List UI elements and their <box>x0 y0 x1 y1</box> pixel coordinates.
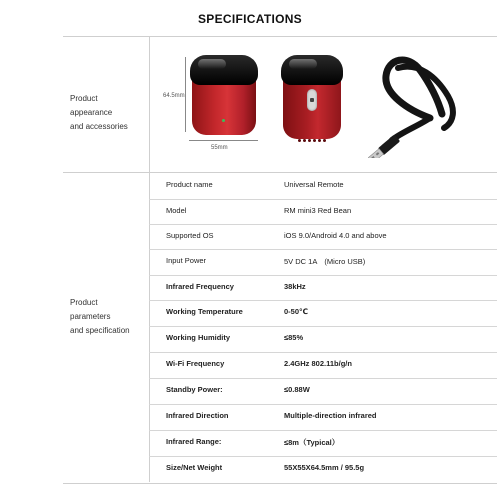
width-dimension-line <box>189 140 258 141</box>
spec-value: ≤8m（Typical） <box>284 438 340 447</box>
spec-value: 55X55X64.5mm / 95.5g <box>284 463 365 472</box>
spec-row-infrared-frequency <box>149 275 497 300</box>
spec-key: Input Power <box>166 256 207 265</box>
device-cap <box>190 55 258 85</box>
micro-usb-port <box>307 89 317 111</box>
spec-row-infrared-direction <box>149 404 497 429</box>
device-side-image <box>281 55 343 141</box>
spec-row-standby-power <box>149 378 497 403</box>
spec-key: Size/Net Weight <box>166 463 223 472</box>
spec-value: 0-50℃ <box>284 307 309 316</box>
spec-key: Working Humidity <box>166 333 231 342</box>
spec-value: iOS 9.0/Android 4.0 and above <box>284 231 387 240</box>
vent-holes <box>297 129 327 147</box>
spec-row-working-temperature <box>149 300 497 325</box>
spec-key: Infrared Frequency <box>166 282 234 291</box>
spec-value: 38kHz <box>284 282 306 291</box>
parameters-label-line: parameters <box>70 312 111 321</box>
spec-row-product-name <box>149 173 497 198</box>
appearance-label-line: Product <box>70 94 98 103</box>
spec-key: Infrared Range: <box>166 437 222 446</box>
device-body <box>283 77 341 139</box>
spec-row-working-humidity <box>149 326 497 351</box>
status-led <box>222 119 225 122</box>
parameters-label-line: Product <box>70 298 98 307</box>
usb-cable-image <box>368 48 478 158</box>
height-dimension-line <box>185 57 186 132</box>
page-title: SPECIFICATIONS <box>198 12 302 26</box>
spec-value: Universal Remote <box>284 180 344 189</box>
spec-key: Infrared Direction <box>166 411 229 420</box>
appearance-label-line: and accessories <box>70 122 128 131</box>
spec-row-model <box>149 199 497 224</box>
height-dimension-label: 64.5mm <box>163 93 185 99</box>
spec-value: ≤85% <box>284 333 304 342</box>
parameters-label-line: and specification <box>70 326 130 335</box>
spec-value: ≤0.88W <box>284 385 310 394</box>
spec-row-size-weight <box>149 456 497 481</box>
spec-key: Model <box>166 206 187 215</box>
spec-key: Standby Power: <box>166 385 223 394</box>
device-front-image <box>190 55 258 135</box>
width-dimension-label: 55mm <box>211 145 228 151</box>
spec-row-input-power <box>149 249 497 274</box>
spec-row-supported-os <box>149 224 497 249</box>
device-cap <box>281 55 343 85</box>
spec-key: Working Temperature <box>166 307 243 316</box>
usb-plug <box>368 134 400 158</box>
spec-row-infrared-range <box>149 430 497 455</box>
spec-row-wifi-frequency <box>149 352 497 377</box>
spec-value: 2.4GHz 802.11b/g/n <box>284 359 352 368</box>
parameters-section-label <box>70 296 130 338</box>
spec-value: RM mini3 Red Bean <box>284 206 352 215</box>
spec-value: 5V DC 1A (Micro USB) <box>284 257 366 266</box>
spec-key: Product name <box>166 180 213 189</box>
device-body <box>192 77 256 135</box>
spec-value: Multiple-direction infrared <box>284 411 377 420</box>
appearance-section-label <box>70 92 128 134</box>
appearance-label-line: appearance <box>70 108 113 117</box>
spec-key: Wi-Fi Frequency <box>166 359 225 368</box>
spec-key: Supported OS <box>166 231 214 240</box>
